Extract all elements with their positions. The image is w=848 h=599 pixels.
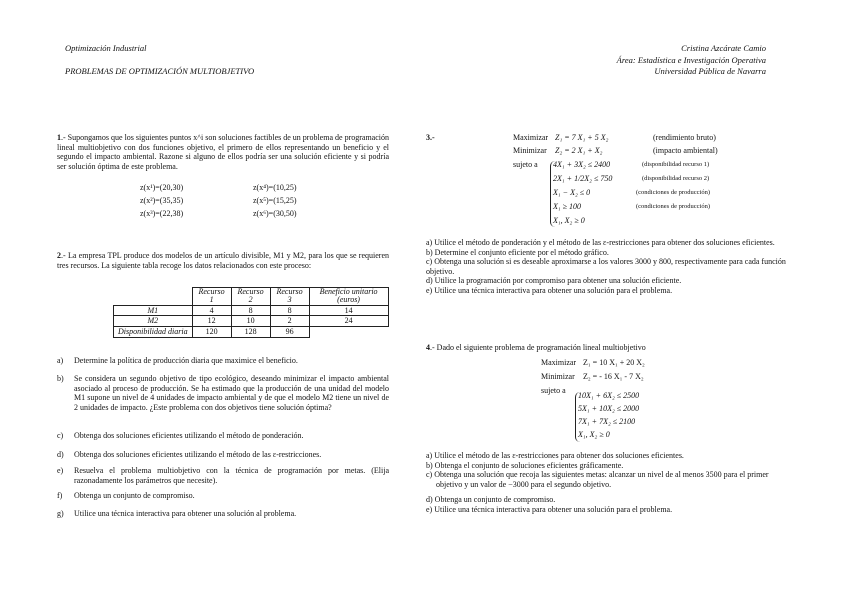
table-cell: 10	[231, 316, 270, 327]
problem-2-item-d: d) Obtenga dos soluciones eficientes utilizando el método de las ε-restricciones.	[57, 450, 322, 459]
p4-item-b: b) Obtenga el conjunto de soluciones eficientes gráficamente.	[426, 460, 624, 470]
problem-2-item-e: e) Resuelva el problema multiobjetivo con la técnica de programación por metas. (Elija razonadamente los parámetros que necesite).	[57, 466, 389, 485]
p3-item-e: e) Utilice una técnica interactiva para obtener una solución para el problema.	[426, 285, 673, 295]
problem-2-number: 2	[57, 251, 61, 260]
table-cell: 128	[231, 326, 270, 337]
problem-1-statement	[57, 133, 389, 171]
p4-constraint-2: 5X₁ + 10X₂ ≤ 2000	[578, 404, 640, 413]
row-label: Disponibilidad diaria	[114, 326, 193, 337]
problem-4-number: 4	[426, 343, 430, 352]
p4-constraint-1: 10X₁ + 6X₂ ≤ 2500	[578, 391, 640, 400]
table-header: Beneficio unitario (euros)	[309, 288, 388, 306]
row-label: M2	[114, 316, 193, 327]
table-header: Recurso 2	[231, 288, 270, 306]
table-cell: 96	[270, 326, 309, 337]
table-cell: 120	[192, 326, 231, 337]
p3-constraint-4: X₁ ≥ 100	[553, 202, 582, 211]
problem-2-item-g: g) Utilice una técnica interactiva para obtener una solución al problema.	[57, 509, 297, 518]
table-cell: 2	[270, 316, 309, 327]
table-cell: 4	[192, 305, 231, 316]
p3-item-a: a) Utilice el método de ponderación y el método de las ε-restricciones para obtener dos soluciones eficientes.	[426, 238, 775, 247]
table-row	[114, 305, 389, 316]
point-5: z(x⁵)=(15,25)	[253, 196, 297, 205]
p3-constraint-1-note: (disponibilidad recurso 1)	[642, 161, 710, 168]
p4-item-d: d) Obtenga un conjunto de compromiso.	[426, 495, 556, 505]
table-row	[114, 316, 389, 327]
p4-item-c: c) Obtenga una solución que recoja las siguientes metas: alcanzar un nivel de al menos 3500 para el primer objetivo y un valor de −3000 para el segundo objetivo.	[426, 470, 769, 489]
problem-4-items	[426, 451, 791, 515]
problem-2-statement	[57, 251, 389, 270]
p3-constraint-2-note: (disponibilidad recurso 2)	[642, 175, 710, 182]
point-2: z(x²)=(35,35)	[140, 196, 184, 205]
course-name: Optimización Industrial	[65, 43, 147, 53]
point-1: z(x¹)=(20,30)	[140, 183, 184, 192]
problem-1-number: 1	[57, 133, 61, 142]
problem-2-item-c: c) Obtenga dos soluciones eficientes utilizando el método de ponderación.	[57, 431, 304, 440]
p3-item-b: b) Determine el conjunto eficiente por el método gráfico.	[426, 247, 609, 257]
problem-3-number: 3.-	[426, 133, 435, 142]
table-header: Recurso 1	[192, 288, 231, 306]
p3-constraint-5: X₁, X₂ ≥ 0	[553, 216, 585, 225]
p4-objective-1: Maximizar Z₁ = 10 X₁ + 20 X₂	[541, 358, 645, 367]
problem-2-intro: .- La empresa TPL produce dos modelos de un artículo divisible, M1 y M2, para los que se requieren tres recursos. La siguiente tabla recoge los datos relacionados con este proceso:	[57, 251, 389, 270]
table-cell: 14	[309, 305, 388, 316]
author-name: Cristina Azcárate Camio	[681, 43, 766, 53]
row-label: M1	[114, 305, 193, 316]
table-header: Recurso 3	[270, 288, 309, 306]
p4-constraint-4: X₁, X₂ ≥ 0	[578, 430, 610, 439]
p4-subject-to: sujeto a	[541, 386, 566, 395]
p3-constraint-2: 2X₁ + 1/2X₂ ≤ 750	[553, 174, 613, 183]
problem-3-items	[426, 238, 791, 296]
point-3: z(x³)=(22,38)	[140, 209, 184, 218]
table-header-row	[114, 288, 389, 306]
p3-objective-2: Minimizar Z₂ = 2 X₁ + X₂ (impacto ambiental)	[513, 146, 718, 155]
table-cell	[309, 326, 388, 337]
table-cell: 8	[231, 305, 270, 316]
p3-constraint-4-note: (condiciones de producción)	[636, 203, 711, 210]
point-4: z(x⁴)=(10,25)	[253, 183, 297, 192]
p3-item-c: c) Obtenga una solución si es deseable aproximarse a los valores 3000 y 800, respectivamente para cada función objetivo.	[426, 257, 786, 276]
document-title: PROBLEMAS DE OPTIMIZACIÓN MULTIOBJETIVO	[65, 66, 255, 76]
problem-2-item-b: b) Se considera un segundo objetivo de tipo ecológico, deseando minimizar el impacto ambiental asociado al proceso de producción. Se ha estimado que la producción de una unidad del modelo M1 supone un nivel de 4 unidades de impacto ambiental y de que el modelo M2 tiene un nivel de 2 unidades de impacto. ¿Este problema con dos objetivos tiene solución óptima?	[57, 374, 389, 412]
p3-constraint-3-note: (condiciones de producción)	[636, 189, 711, 196]
table-cell: 24	[309, 316, 388, 327]
p3-subject-to: sujeto a	[513, 160, 538, 169]
problem-1-text: .- Supongamos que los siguientes puntos x^i son soluciones factibles de un problema de programación lineal multiobjetivo con dos funciones objetivo, el primero de ellos representando un beneficio y el segundo el impacto ambiental. Razone si alguno de ellos podría ser una solución eficiente y si podría ser solución óptima de este problema.	[57, 133, 389, 171]
point-6: z(x⁶)=(30,50)	[253, 209, 297, 218]
p3-item-d: d) Utilice la programación por compromiso para obtener una solución eficiente.	[426, 276, 682, 286]
problem-2-item-a: a) Determine la política de producción diaria que maximice el beneficio.	[57, 356, 298, 365]
p4-item-e: e) Utilice una técnica interactiva para obtener una solución para el problema.	[426, 504, 673, 514]
table-cell: 8	[270, 305, 309, 316]
p3-constraint-3: X₁ − X₂ ≤ 0	[553, 188, 591, 197]
p4-objective-2: Minimizar Z₂ = - 16 X₁ - 7 X₂	[541, 372, 644, 381]
resource-table	[113, 287, 389, 338]
table-cell: 12	[192, 316, 231, 327]
p3-objective-1: Maximizar Z₁ = 7 X₁ + 5 X₂ (rendimiento bruto)	[513, 133, 716, 142]
area-name: Área: Estadística e Investigación Operativa	[616, 55, 766, 65]
university-name: Universidad Pública de Navarra	[654, 66, 766, 76]
p3-constraint-1: 4X₁ + 3X₂ ≤ 2400	[553, 160, 611, 169]
table-row	[114, 326, 389, 337]
p4-item-a: a) Utilice el método de las ε-restricciones para obtener dos soluciones eficientes.	[426, 451, 684, 460]
problem-2-item-f: f) Obtenga un conjunto de compromiso.	[57, 491, 195, 500]
problem-4-statement	[426, 343, 646, 353]
p4-constraint-3: 7X₁ + 7X₂ ≤ 2100	[578, 417, 636, 426]
problem-4-intro: .- Dado el siguiente problema de programación lineal multiobjetivo	[430, 343, 646, 352]
